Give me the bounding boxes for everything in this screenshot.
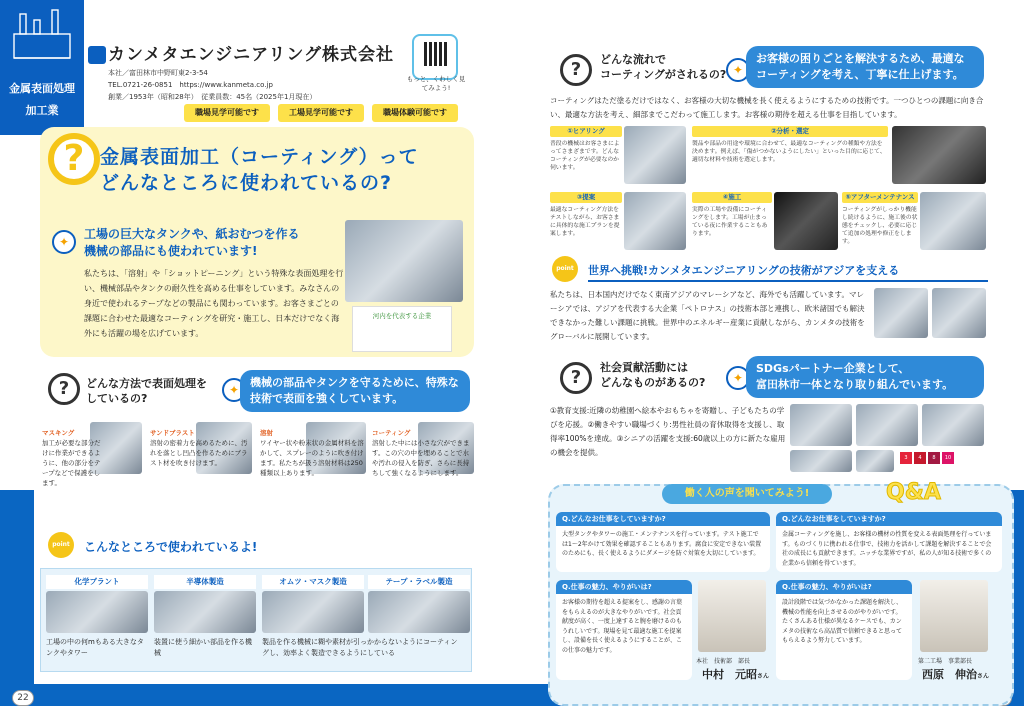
question-icon: ? bbox=[48, 133, 100, 185]
method-answer: 機械の部品やタンクを守るために、特殊な技術で表面を強くしています。 bbox=[240, 370, 470, 412]
company-founded: 創業／1953年（昭和28年） 従業員数：45名（2025年1月現在） bbox=[108, 93, 317, 101]
method-question: どんな方法で表面処理を しているの? bbox=[86, 377, 207, 405]
tag-factory-tour: 工場見学可能です bbox=[278, 104, 364, 122]
company-tel: TEL.0721-26-0851 https://www.kanmeta.co.jp bbox=[108, 81, 273, 89]
qa-title: 働く人の声を聞いてみよう! bbox=[662, 484, 832, 504]
proposal-photo bbox=[624, 192, 686, 250]
page-number: 22 bbox=[12, 690, 34, 706]
analysis-photo bbox=[892, 126, 986, 184]
step-analysis: ②分析・選定 製品や部品の用途や環境に合わせて、最適なコーティングの種類や方法を決めます。例えば、「傷がつかないようにしたい」といった目的に応じて、適切な材料や技術を選定します。 bbox=[692, 126, 888, 164]
masking-text: 加工が必要な部分だけに作業ができるように、他の部分をテープなどで保護をします。 bbox=[42, 439, 101, 487]
flow-question: どんな流れで コーティングがされるの? bbox=[600, 53, 727, 81]
asia-title: 世界へ挑戦!カンメタエンジニアリングの技術がアジアを支える bbox=[588, 262, 988, 282]
intro-heading: 工場の巨大なタンクや、紙おむつを作る 機械の部品にも使われています! bbox=[84, 227, 300, 258]
sandblast-label: サンドブラスト bbox=[150, 429, 195, 437]
social-body: ①教育支援:近隣の幼稚園へ絵本やおもちゃを寄贈し、子どもたちの学びを応援。②働きやすい職場づくり:男性社員の育休取得を支援し、取得率100%を達成。③シニアの活躍を支援:60歳以上の方に新たな雇用の機会を提供。 bbox=[550, 406, 786, 457]
nakamura-portrait bbox=[698, 580, 766, 652]
qa-section bbox=[548, 480, 1014, 706]
social-photo-4 bbox=[790, 450, 852, 472]
company-name: カンメタエンジニアリング株式会社 bbox=[108, 45, 395, 65]
question-icon: ? bbox=[48, 373, 80, 405]
step-construction: ④施工 実際の工場や設備にコーティングをします。工場が止まっている夜に作業することもあります。 bbox=[692, 192, 772, 238]
main-question-line1: 金属表面加工（コーティング）って bbox=[100, 146, 419, 168]
asia-body: 私たちは、日本国内だけでなく東南アジアのマレーシアなど、海外でも活躍しています。マレーシアでは、アジアを代表する大企業「ペトロナス」の技術本部と連携し、欧米諸国でも解決できなかった難しい課題に挑戦。世界中のエネルギー産業に貢献しながら、カンメタの技術をグローバルに展開しています。 bbox=[550, 290, 865, 341]
step-hearing: ①ヒアリング 普段の機械はお客さまによってさまざまです。どんなコーティングが必要なのか伺います。 bbox=[550, 126, 622, 172]
qa-card-1a: Q.どんなお仕事をしていますか? 大型タンクやタワーの施工・メンテナンスを行っています。テスト施工では1〜2年かけて効果を確認することもあります。腐食に安定できない装置のためにも、長く使えるようにダメージを防ぐ対策を大切にしています。 bbox=[556, 512, 770, 572]
asia-photo-2 bbox=[932, 288, 986, 338]
flow-body: コーティングはただ塗るだけではなく、お客様の大切な機械を長く使えるようにするための技術です。一つひとつの課題に向き合い、最適な方法を考え、細部までこだわって施工します。お客様の期待を超える仕事を目指しています。 bbox=[550, 96, 984, 119]
main-question-line2: どんなところに使われているの? bbox=[100, 172, 393, 194]
company-logo bbox=[88, 46, 106, 64]
qa-card-1b: Q.仕事の魅力、やりがいは? お客様の期待を超える提案をし、感謝の言葉をもらえるのが大きなやりがいです。社会貢献度が高く、一度上達すると腕を磨けるのもうれしいです。現場を見て最適な施工を提案し、設備を長く使えるようにすることが、この仕事の魅力です。 bbox=[556, 580, 692, 680]
lightbulb-icon: ✦ bbox=[222, 378, 246, 402]
nishihara-dept: 第二工場 事業部長 bbox=[918, 658, 973, 665]
usage-chemical: 化学プラント 工場の中の何mもある大きなタンクやタワー bbox=[46, 575, 148, 659]
step-proposal: ③提案 最適なコーティング方法をテストしながら、お客さまに具体的な施工プランを提案します。 bbox=[550, 192, 622, 238]
sdg-icon: 8 bbox=[928, 452, 940, 464]
coating-text: 溶射した中には小さな穴ができます。この穴の中を埋めることで水や汚れの侵入を防ぎ、さらに長持ちして強くなるようにします。 bbox=[372, 439, 470, 477]
masking-label: マスキング bbox=[42, 429, 75, 437]
social-photo-2 bbox=[856, 404, 918, 446]
factory-photo bbox=[345, 220, 463, 302]
asia-photo-1 bbox=[874, 288, 928, 338]
lightbulb-icon: ✦ bbox=[726, 366, 750, 390]
point-badge: point bbox=[48, 532, 74, 558]
question-icon: ? bbox=[560, 362, 592, 394]
category-label: 金属表面処理 加工業 bbox=[9, 82, 75, 117]
category-sidebar bbox=[0, 0, 84, 135]
award-badges: 河内を代表する企業 bbox=[352, 306, 452, 352]
spray-text: ワイヤー状や粉末状の金属材料を溶かして、スプレーのように吹き付けます。私たちが扱う溶射材料は250種類以上あります。 bbox=[260, 439, 364, 477]
usage-diaper-mask: オムツ・マスク製造 製品を作る機械に糊や素材が引っかからないようにコーティングし、効率よく製造できるようにしている bbox=[262, 577, 458, 657]
lightbulb-icon: ✦ bbox=[726, 58, 750, 82]
social-photo-5 bbox=[856, 450, 894, 472]
qr-caption: もっと、くわしく見てみよう! bbox=[406, 75, 466, 92]
qa-card-2a: Q.どんなお仕事をしていますか? 金属コーティングを施し、お客様の機材の性質を変える表面処理を行っています。ものづくりに携われる仕事で、技術力を活かして課題を解決することで会社の成長にも貢献できます。ニッチな業界ですが、私の人が知る技術で多くの企業から信頼を得ています。 bbox=[776, 512, 1002, 572]
spray-label: 溶射 bbox=[260, 429, 273, 437]
social-answer: SDGsパートナー企業として、 富田林市一体となり取り組んでいます。 bbox=[746, 356, 984, 398]
factory-icon bbox=[0, 0, 84, 70]
qa-logo: Q&A bbox=[886, 480, 941, 505]
nishihara-portrait bbox=[920, 580, 988, 652]
coating-label: コーティング bbox=[372, 429, 411, 437]
social-photo-1 bbox=[790, 404, 852, 446]
aftercare-photo bbox=[920, 192, 986, 250]
flow-answer: お客様の困りごとを解決するため、最適なコーティングを考え、丁寧に仕上げます。 bbox=[746, 46, 984, 88]
tag-workplace-tour: 職場見学可能です bbox=[184, 104, 270, 122]
sdg-icon: 4 bbox=[914, 452, 926, 464]
lightbulb-icon: ✦ bbox=[52, 230, 76, 254]
intro-body: 私たちは、「溶射」や「ショットピーニング」という特殊な表面処理を行い、機械部品やタンクの耐久性を高める仕事をしています。みなさんの身近で使われるテープなどの製品にも関わっています。お客さまごとの課題に合わせた最適なコーティングを研究・施工し、日本だけでなく海外にも活躍の場を広げています。 bbox=[84, 269, 344, 338]
step-aftercare: ⑤アフターメンテナンス コーティングがしっかり機能し続けるように、施工後の状態をチェックし、必要に応じて追加の処理や修正をします。 bbox=[842, 193, 918, 245]
sandblast-text: 溶射の密着力を高めるために、汚れを落とし凹凸を作るためにブラスト材を吹き付けます。 bbox=[150, 439, 248, 467]
social-photo-3 bbox=[922, 404, 984, 446]
usage-title: こんなところで使われているよ! bbox=[84, 540, 258, 554]
hearing-photo bbox=[624, 126, 686, 184]
nakamura-name: 中村 元昭さん bbox=[702, 668, 770, 681]
usage-tape-label: テープ・ラベル製造 bbox=[368, 575, 470, 637]
tag-work-experience: 職場体験可能です bbox=[372, 104, 458, 122]
construction-photo bbox=[774, 192, 838, 250]
sdg-icon: 3 bbox=[900, 452, 912, 464]
nishihara-name: 西原 伸治さん bbox=[922, 668, 990, 681]
social-question: 社会貢献活動には どんなものがあるの? bbox=[600, 361, 706, 389]
usage-semiconductor: 半導体製造 装置に使う細かい部品を作る機械 bbox=[154, 575, 256, 659]
question-icon: ? bbox=[560, 54, 592, 86]
company-address: 本社／富田林市中野町東2-3-54 bbox=[108, 69, 208, 77]
qa-card-2b: Q.仕事の魅力、やりがいは? 設計段階では気づかなかった課題を解決し、機械の性能を向上させるのがやりがいです。たくさんある仕様が異なるケースでも、カンメタの技術なら高品質で信頼できると思ってもらえるよう努力しています。 bbox=[776, 580, 912, 680]
point-badge: point bbox=[552, 256, 578, 282]
sdg-icon: 10 bbox=[942, 452, 954, 464]
nakamura-dept: 本社 技術部 部長 bbox=[696, 658, 751, 665]
